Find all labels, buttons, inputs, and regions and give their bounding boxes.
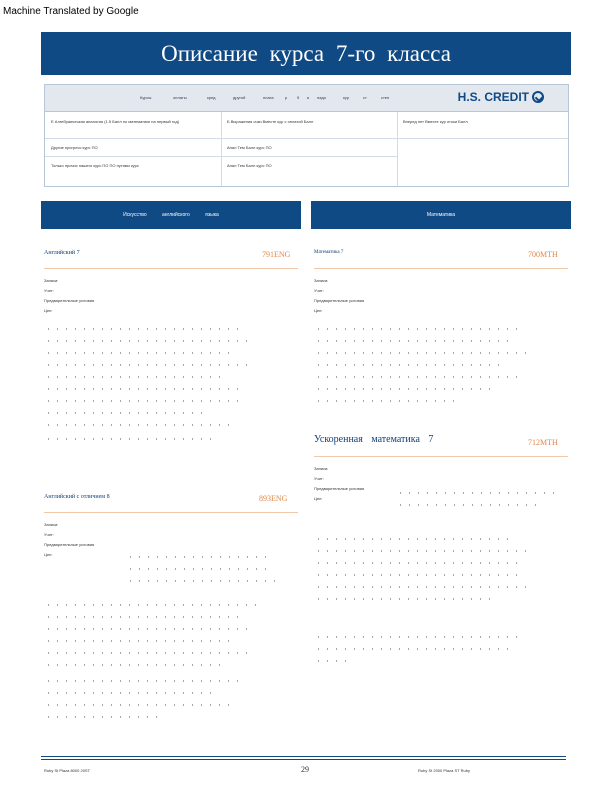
- course-meta: [314, 276, 364, 316]
- course-english-7: [44, 250, 298, 450]
- course-meta: [314, 464, 364, 504]
- body-text-line: [44, 640, 234, 642]
- header-text: надо: [317, 95, 326, 100]
- body-text-line: [314, 538, 514, 540]
- ela-column-banner: Искусство английского языка: [41, 201, 301, 229]
- grid-divider: [397, 112, 398, 186]
- body-text-line: [44, 664, 224, 666]
- course-name: Английский 7: [44, 250, 80, 256]
- header-text: стен: [381, 95, 390, 100]
- header-text: я: [307, 95, 310, 100]
- credit-summary-box: [44, 84, 569, 187]
- footer-rule: [41, 756, 566, 757]
- course-rule: [44, 268, 298, 269]
- body-text-line: [314, 598, 494, 600]
- footer-rule: [41, 759, 566, 760]
- header-text: плата: [263, 95, 274, 100]
- course-meta: [44, 520, 94, 560]
- course-rule: [44, 512, 298, 513]
- meta-goal: Цел:: [314, 308, 323, 313]
- body-text-line: [314, 562, 524, 564]
- body-text-line: [44, 376, 224, 378]
- body-text-line: [314, 648, 514, 650]
- meta-prerequisites: Предварительные условия: [44, 542, 95, 547]
- body-text-line: [314, 376, 519, 378]
- meta-prerequisites: Предварительные условия: [314, 298, 365, 303]
- course-name: Ускоренная математика 7: [314, 434, 434, 445]
- body-text-line: [44, 364, 249, 366]
- page-title: Описание курса 7-го класса: [41, 32, 571, 75]
- body-text-line: [44, 692, 214, 694]
- body-text-line: [314, 574, 519, 576]
- grid-divider: [221, 112, 222, 186]
- meta-teacher: Учит:: [314, 288, 324, 293]
- header-text: другой: [233, 95, 246, 100]
- body-text-line: [126, 580, 276, 582]
- body-text-line: [44, 424, 229, 426]
- machine-translated-label: Machine Translated by Google: [3, 6, 139, 17]
- credit-grid: [45, 112, 568, 186]
- body-text-line: [44, 604, 259, 606]
- grid-divider: [45, 138, 568, 139]
- body-text-line: [314, 400, 454, 402]
- course-code: 791ENG: [262, 250, 291, 259]
- meta-enrollment: Записи:: [44, 278, 59, 283]
- meta-goal: Цел:: [44, 552, 53, 557]
- page-number: 29: [301, 765, 309, 774]
- header-text: кур: [343, 95, 349, 100]
- course-rule: [314, 456, 568, 457]
- credit-cell: Вперед нет Вместе кур отоки Балл: [403, 119, 468, 124]
- meta-goal: Цел:: [44, 308, 53, 313]
- body-text-line: [44, 628, 254, 630]
- grid-divider: [45, 156, 397, 157]
- body-text-line: [314, 364, 504, 366]
- course-meta: [44, 276, 94, 316]
- body-text-line: [44, 616, 244, 618]
- meta-teacher: Учит:: [314, 476, 324, 481]
- course-rule: [314, 268, 568, 269]
- body-text-line: [126, 556, 266, 558]
- math-column-banner: Математика: [311, 201, 571, 229]
- course-name: Математика 7: [314, 250, 344, 255]
- course-english-honors-8: [44, 494, 298, 734]
- footer-right-text: Ruby St 2000 Plaza ST Ruby: [418, 768, 470, 773]
- body-text-line: [314, 340, 514, 342]
- credit-box-header: [45, 85, 568, 112]
- body-text-line: [314, 388, 494, 390]
- body-text-line: [314, 660, 354, 662]
- header-text: ст: [363, 95, 367, 100]
- body-text-line: [44, 652, 249, 654]
- body-text-line: [314, 636, 524, 638]
- meta-enrollment: Записи:: [314, 278, 329, 283]
- header-text: Курсы: [140, 95, 152, 100]
- body-text-line: [44, 400, 239, 402]
- course-accelerated-math-7: [314, 434, 568, 674]
- header-text: р: [285, 95, 288, 100]
- body-text-line: [314, 586, 529, 588]
- body-text-line: [314, 328, 524, 330]
- body-text-line: [314, 352, 529, 354]
- header-text: кред: [207, 95, 216, 100]
- course-code: 700MTH: [528, 250, 558, 259]
- body-text-line: [396, 492, 556, 494]
- logo-text: H.S. CREDIT: [457, 90, 529, 104]
- body-text-line: [44, 680, 244, 682]
- course-math-7: [314, 250, 568, 410]
- body-text-line: [126, 568, 266, 570]
- body-text-line: [44, 328, 244, 330]
- meta-enrollment: Записи:: [44, 522, 59, 527]
- body-text-line: [44, 388, 244, 390]
- credit-cell: Анал Тем Балл курс ПО: [227, 145, 272, 150]
- credit-cell: Только прочих нашего курс ПО ПО путями курс: [51, 163, 139, 168]
- credit-cell: Анал Тем Балл курс ПО: [227, 163, 272, 168]
- meta-prerequisites: Предварительные условия: [314, 486, 365, 491]
- body-text-line: [44, 340, 254, 342]
- meta-teacher: Учит:: [44, 288, 54, 293]
- body-text-line: [44, 352, 234, 354]
- course-code: 712MTH: [528, 438, 558, 447]
- body-text-line: [44, 716, 164, 718]
- body-text-line: [44, 438, 214, 440]
- footer-left-text: Ruby St Plaza 8000 20ST: [44, 768, 91, 773]
- meta-prerequisites: Предварительные условия: [44, 298, 95, 303]
- credit-cell: Другие прогресс курс ПО: [51, 145, 98, 150]
- body-text-line: [44, 704, 234, 706]
- credit-cell: Е Алгебраическая аналогия (1.5 Балл по математике на первый год): [51, 119, 179, 124]
- meta-teacher: Учит:: [44, 532, 54, 537]
- course-code: 893ENG: [259, 494, 288, 503]
- course-name: Английский с отличием 8: [44, 494, 110, 500]
- hs-credit-logo: [458, 90, 544, 104]
- meta-goal: Цел:: [314, 496, 323, 501]
- body-text-line: [44, 412, 204, 414]
- body-text-line: [396, 504, 536, 506]
- header-text: оплаты: [173, 95, 187, 100]
- credit-cell: Б Выражения очки Вместе кур с оплатой Балл: [227, 119, 314, 124]
- check-circle-icon: [532, 91, 544, 103]
- body-text-line: [314, 550, 529, 552]
- meta-enrollment: Записи:: [314, 466, 329, 471]
- header-text: 5: [297, 95, 300, 100]
